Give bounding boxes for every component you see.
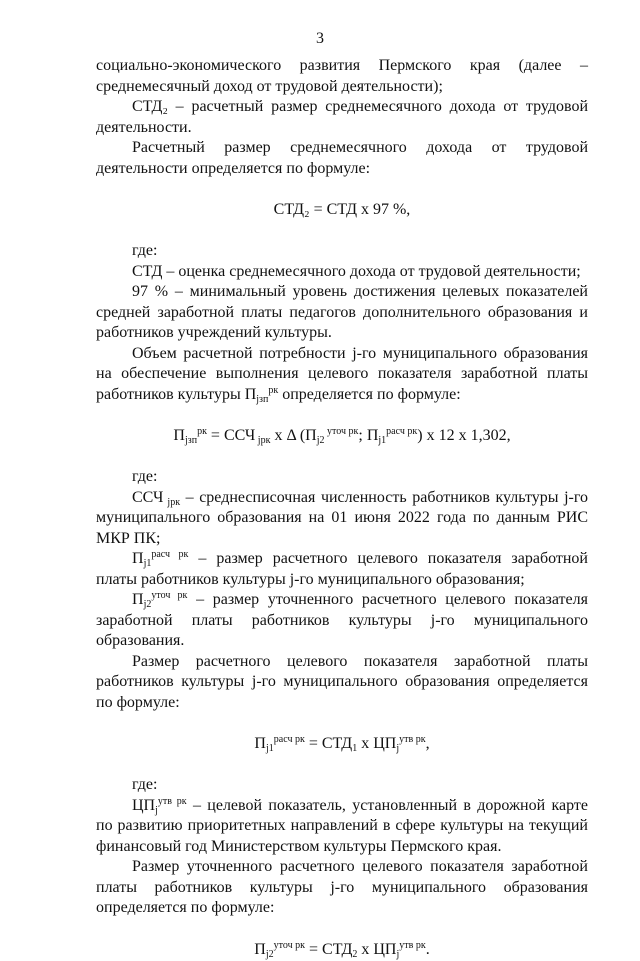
paragraph-std-definition: СТД – оценка среднемесячного дохода от трудовой деятельности; — [132, 262, 581, 280]
formula-std2: СТД₂ = СТД х 97 %, — [273, 201, 411, 218]
paragraph-pj2-definition: $П_{j2}^{уточ рк}$ – размер уточненного расчетного целевого показателя заработной платы работников культуры j-го муниципального образования. — [96, 590, 588, 649]
where-label-2: где: — [132, 468, 158, 485]
paragraph-std2-definition: СТД₂ – расчетный размер среднемесячного дохода от трудовой деятельности. — [96, 98, 588, 136]
where-label-1: где: — [132, 242, 158, 259]
paragraph-std2-intro: Расчетный размер среднемесячного дохода от трудовой деятельности определяется по формуле: — [96, 139, 588, 177]
paragraph-continuation-b: среднемесячный доход от трудовой деятельности); — [96, 77, 443, 95]
where-label-3: где: — [132, 776, 158, 793]
formula-pj2: $П_{j2}^{уточ рк} = СТД_2$ х $ЦП_j^{утв рк}$. — [254, 939, 430, 960]
paragraph-pj1-definition: $П_{j1}^{расч рк}$ – размер расчетного целевого показателя заработной платы работников культуры j-го муниципального образования; — [96, 549, 588, 588]
paragraph-continuation-a: социально-экономического развития Пермского края (далее – — [96, 57, 588, 74]
paragraph-pj1-intro: Размер расчетного целевого показателя заработной платы работников культуры j-го муниципального образования определяется по формуле: — [96, 652, 588, 711]
page-number: 3 — [316, 30, 324, 47]
paragraph-pj2-intro: Размер уточненного расчетного целевого показателя заработной платы работников культуры j-го муниципального образования определяется по формуле: — [96, 858, 588, 916]
paragraph-97-definition: 97 % – минимальный уровень достижения целевых показателей средней заработной платы педагогов дополнительного образования и работников учреждений культуры. — [96, 283, 588, 341]
paragraph-cpj-definition: $ЦП_j^{утв рк}$ – целевой показатель, установленный в дорожной карте по развитию приоритетных направлений в сфере культуры на текущий финансовый год Министерством культуры Пермского края. — [96, 795, 588, 855]
formula-need-volume: $П_{jзп}^{рк}$ = ССЧ $_{jрк}$ х Δ ($П_{j2}$ $^{уточ рк}$; $П_{j1}^{расч рк}$) х 12 х 1,302, — [173, 426, 511, 446]
formula-pj1: $П_{j1}^{расч рк} = СТД_1$ х $ЦП_j^{утв рк}$, — [254, 734, 430, 754]
paragraph-ssch-definition: ССЧ $_{jрк}$ – среднесписочная численность работников культуры j-го муниципального образования на 01 июня 2022 года по данным РИС МКР ПК; — [96, 488, 589, 547]
paragraph-need-volume: Объем расчетной потребности j-го муниципального образования на обеспечение выполнения целевого показателя заработной платы работников культуры $П_{jзп}^{рк}$ определяется по формуле: — [96, 344, 588, 405]
